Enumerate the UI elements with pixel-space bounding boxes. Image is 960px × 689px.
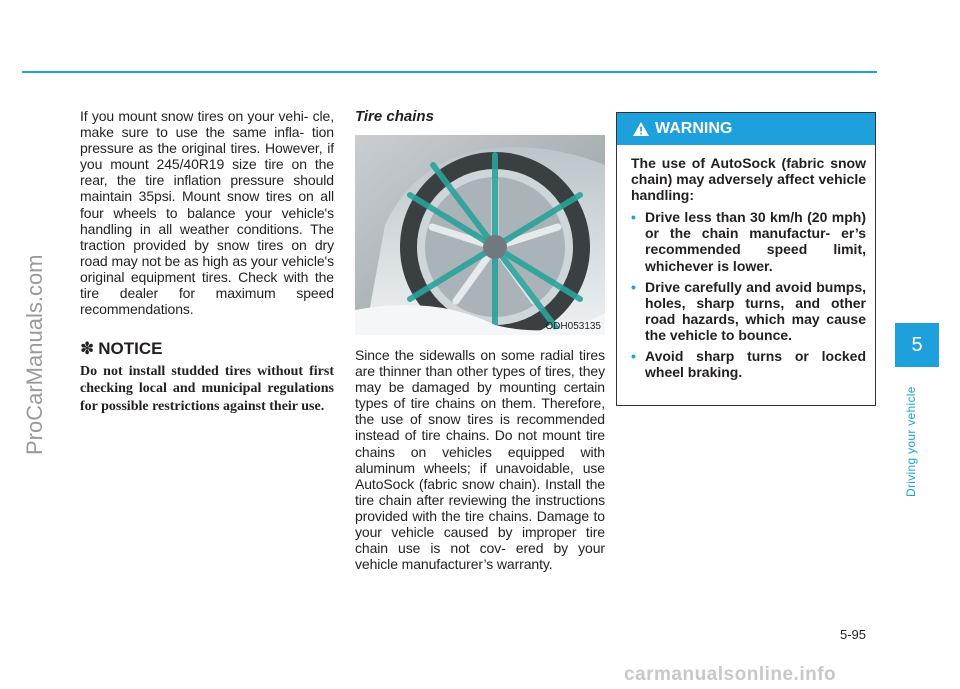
warning-body xyxy=(617,145,875,380)
middle-column xyxy=(355,108,605,572)
warning-title: WARNING xyxy=(655,120,733,137)
warning-bullet: • Drive less than 30 km/h (20 mph) or the chain manufactur- er’s recommended speed limit, whichever is lower. xyxy=(631,209,866,274)
notice-title: NOTICE xyxy=(98,339,163,359)
tire-chain-paragraph: Since the sidewalls on some radial tires are thinner than other types of tires, they may be damaged by mounting certain types of tire chains on them. Therefore, the use of snow tires is recommended instead of tire chains. Do not mount tire chains on vehicles equipped with aluminum wheels; if unavoidable, use AutoSock (fabric snow chain). Install the tire chain after reviewing the instructions provided with the tire chains. Damage to your vehicle caused by improper tire chain use is not cov- ered by your vehicle manufacturer’s warranty. xyxy=(355,347,605,573)
tire-chain-figure xyxy=(355,135,605,335)
snow-tire-paragraph: If you mount snow tires on your vehi- cle, make sure to use the same infla- tion pressure as the original tires. However, if you mount 245/40R19 size tire on the rear, the tire inflation pressure should maintain 35psi. Mount snow tires on all four wheels to balance your vehicle's handling in all weather conditions. The traction provided by snow tires on dry road may not be as high as your vehicle's original equipment tires. Check with the tire dealer for maximum speed recommendations. xyxy=(80,108,334,318)
bullet-dot: • xyxy=(631,209,636,226)
chapter-name: Driving your vehicle xyxy=(904,386,918,497)
footer-watermark: carmanualsonline.info xyxy=(624,664,837,685)
warning-bullet: • Drive carefully and avoid bumps, holes, sharp turns, and other road hazards, which may cause the vehicle to bounce. xyxy=(631,278,866,343)
left-column xyxy=(80,108,334,415)
top-rule xyxy=(22,71,877,73)
chapter-tab: 5 xyxy=(895,323,939,367)
warning-bullet: • Avoid sharp turns or locked wheel braking. xyxy=(631,348,866,381)
figure-code: ODH053135 xyxy=(545,321,601,332)
warning-header xyxy=(617,113,875,145)
page-number: 5-95 xyxy=(840,627,867,642)
notice-text: Do not install studded tires without first checking local and municipal regulations for possible restrictions against their use. xyxy=(80,364,334,414)
warning-triangle-icon xyxy=(633,122,649,136)
notice-heading xyxy=(80,339,334,359)
notice-icon: ✽ xyxy=(80,339,95,359)
bullet-dot: • xyxy=(631,278,636,295)
section-title: Tire chains xyxy=(355,108,434,125)
tire-chain-illustration xyxy=(355,135,605,335)
side-watermark: ProCarManuals.com xyxy=(22,254,47,455)
warning-list xyxy=(631,209,866,380)
bullet-dot: • xyxy=(631,348,636,365)
warning-intro: The use of AutoSock (fabric snow chain) may adversely affect vehicle handling: xyxy=(631,155,866,204)
warning-box xyxy=(616,112,876,406)
